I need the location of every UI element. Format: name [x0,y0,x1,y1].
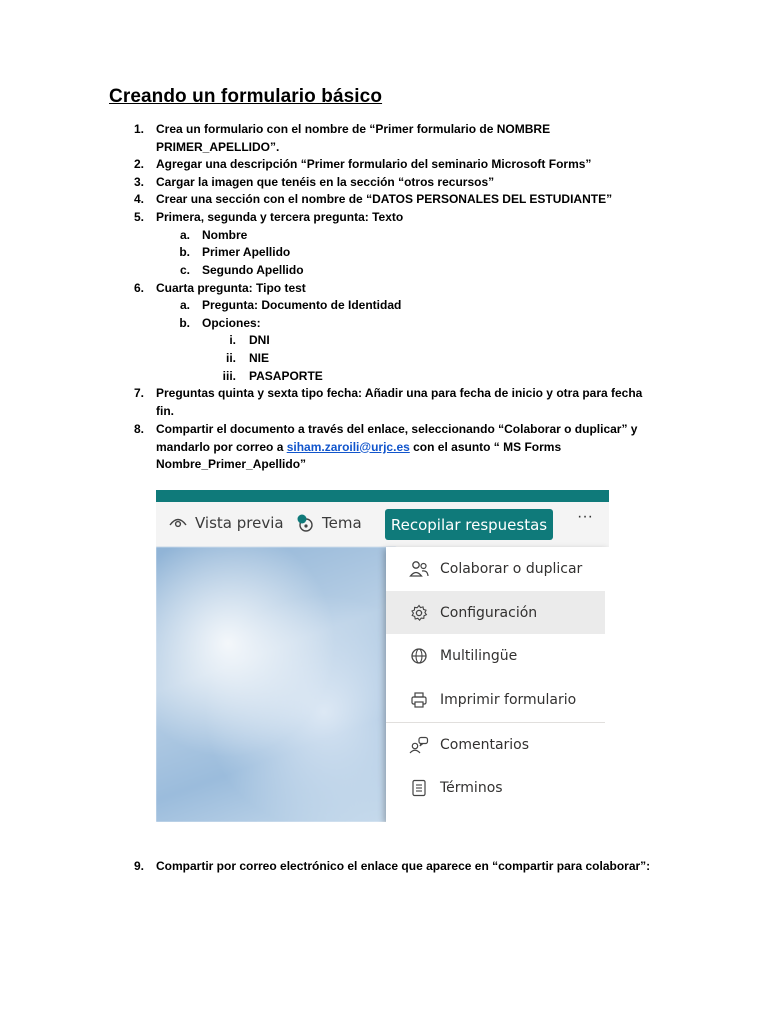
people-icon [408,558,430,580]
menu-item-print[interactable] [386,678,605,721]
gear-icon [408,602,430,624]
list-number: 5. [133,210,144,224]
app-header-bar [156,490,609,502]
list-text: Crea un formulario con el nombre de “Primer formulario de NOMBRE [156,122,551,136]
list-text: mandarlo por correo a [156,439,287,454]
feedback-icon [408,734,430,756]
form-header-image [156,547,396,822]
screenshot-edge [605,547,609,822]
list-number: 6. [133,281,144,295]
preview-label: Vista previa [195,514,284,532]
list-number: 4. [133,192,144,206]
email-link[interactable]: siham.zaroili@urjc.es [286,439,410,454]
list-number: a. [179,298,190,312]
list-number: b. [179,245,190,259]
list-text: Primera, segunda y tercera pregunta: Texto [156,210,404,224]
theme-label: Tema [322,514,362,532]
globe-icon [408,645,430,667]
list-number: 7. [133,386,144,400]
more-options-icon[interactable]: ··· [577,508,593,525]
list-text: NIE [249,351,270,365]
list-text: Pregunta: Documento de Identidad [202,298,402,312]
list-text: PASAPORTE [249,369,323,383]
menu-item-settings[interactable] [386,591,605,634]
list-text: Cuarta pregunta: Tipo test [156,281,306,295]
list-text: fin. [156,403,174,418]
list-number: iii. [222,369,236,383]
menu-item-label: Términos [440,779,503,796]
list-text: Segundo Apellido [202,263,304,277]
theme-button[interactable] [296,514,362,532]
menu-item-label: Configuración [440,604,538,621]
list-text: Cargar la imagen que tenéis en la sección “otros recursos” [156,175,495,189]
list-text: Crear una sección con el nombre de “DATOS PERSONALES DEL ESTUDIANTE” [156,192,613,206]
forms-toolbar [156,502,609,547]
list-text: Opciones: [202,316,261,330]
menu-item-label: Comentarios [440,736,530,753]
list-number: 1. [133,122,144,136]
menu-item-feedback[interactable] [386,723,605,766]
list-text: Agregar una descripción “Primer formulario del seminario Microsoft Forms” [156,157,592,171]
list-number: 2. [133,157,144,171]
list-number: b. [179,316,190,330]
list-number: ii. [225,351,236,365]
list-number: i. [229,333,236,347]
menu-item-terms[interactable] [386,766,605,809]
palette-icon [296,514,314,532]
menu-item-label: Multilingüe [440,647,518,664]
list-number: 9. [133,859,144,873]
menu-item-collaborate[interactable] [386,547,605,590]
menu-item-label: Colaborar o duplicar [440,560,583,577]
menu-item-label: Imprimir formulario [440,691,577,708]
list-text: PRIMER_APELLIDO”. [156,139,280,154]
preview-button[interactable] [169,514,284,532]
list-number: 8. [133,422,144,436]
forms-menu-screenshot [156,490,609,822]
collect-responses-button[interactable]: Recopilar respuestas [385,509,553,540]
list-text: Nombre_Primer_Apellido” [156,457,307,472]
eye-icon [169,514,187,532]
list-text: Primer Apellido [202,245,291,259]
list-text: Compartir por correo electrónico el enlace que aparece en “compartir para colaborar”: [156,859,651,873]
list-text: Preguntas quinta y sexta tipo fecha: Añadir una para fecha de inicio y otra para fecha [156,386,643,400]
list-number: a. [179,228,190,242]
document-icon [408,777,430,799]
list-number: c. [179,263,190,277]
list-number: 3. [133,175,144,189]
list-text: Nombre [202,228,248,242]
printer-icon [408,689,430,711]
list-text: DNI [249,333,270,347]
page-title: Creando un formulario básico [109,86,383,107]
list-text-with-link [156,439,561,457]
list-text: con el asunto “ MS Forms [409,439,562,454]
menu-item-multilingual[interactable] [386,634,605,677]
more-options-menu [386,547,609,822]
list-text: Compartir el documento a través del enlace, seleccionando “Colaborar o duplicar” y [156,422,638,436]
